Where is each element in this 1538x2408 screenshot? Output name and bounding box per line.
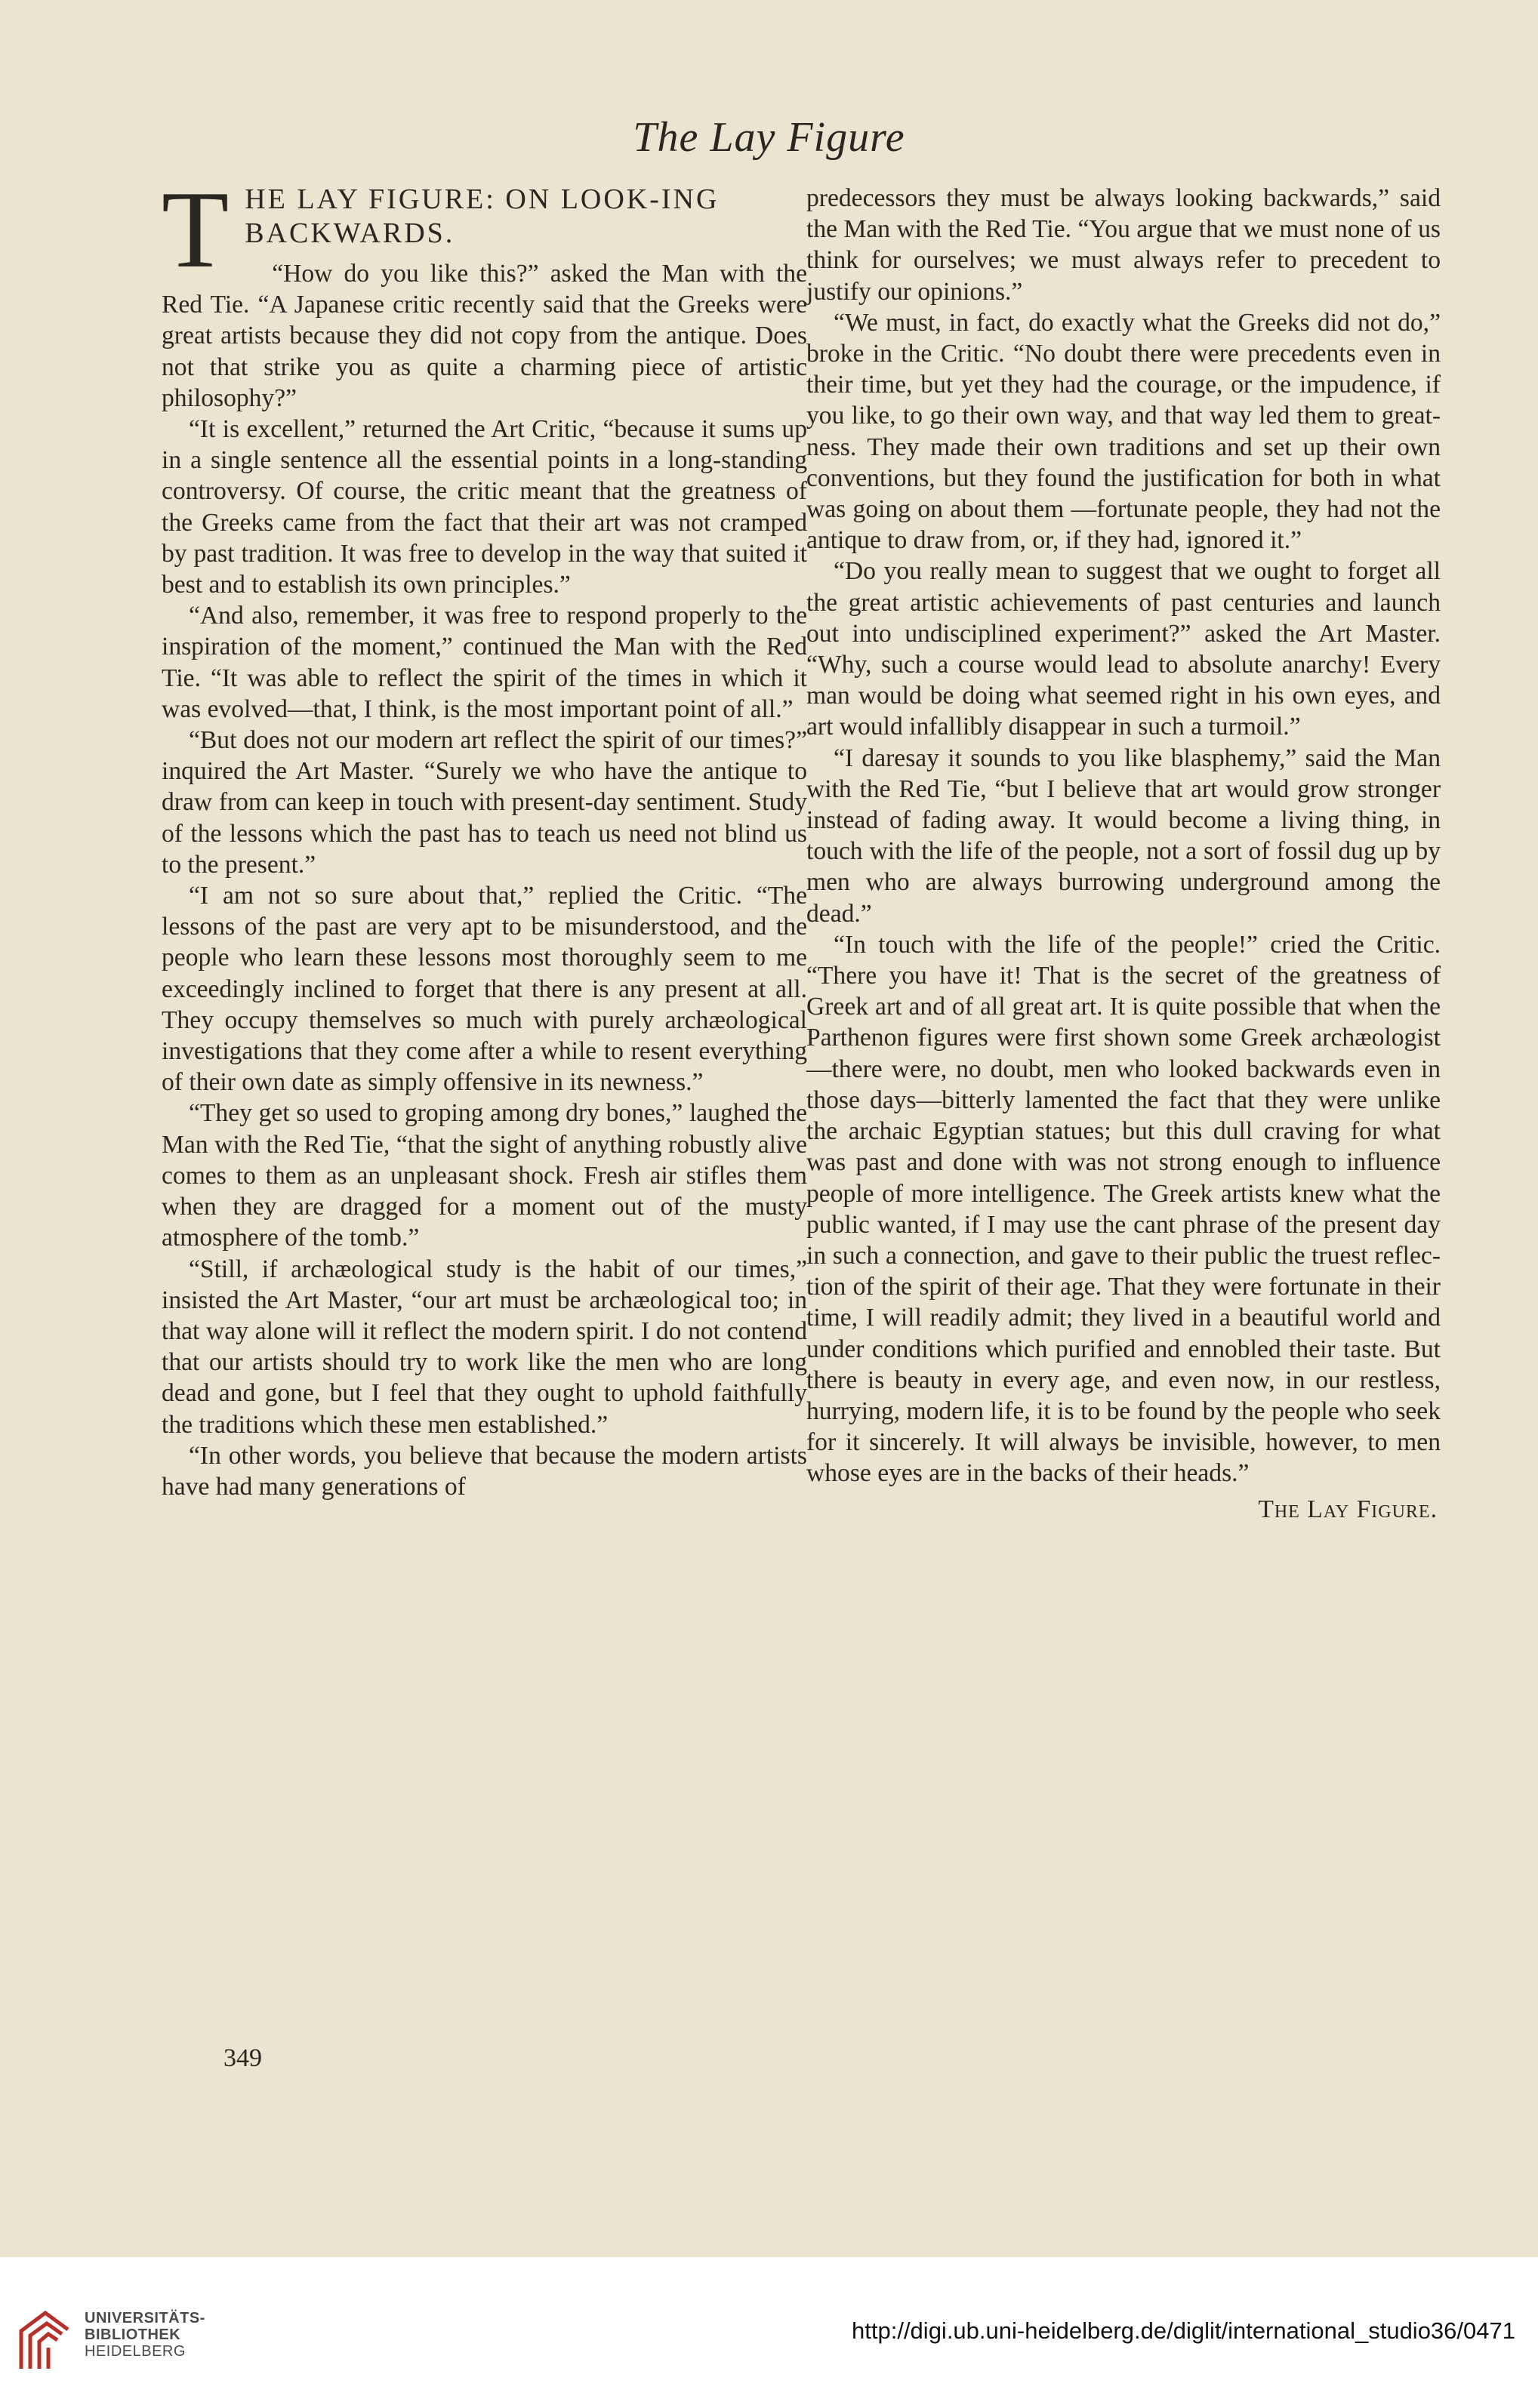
paragraph: “We must, in fact, do exactly what the Greeks did not do,” broke in the Critic. “No doubt there were precedents even in their time, but yet they had the courage, or the impudence, if you like, to go their own way, and that way led them to greatness. They made their own traditions and set up their own conventions, but they found the justification for both in what was going on about them —fortunate people, they had not the antique to draw from, or, if they had, ignored it.” (806, 308, 1441, 555)
left-column (162, 168, 807, 1502)
paragraph: “In other words, you believe that because the modern artists have had many generations of (162, 1441, 807, 1501)
right-column (806, 183, 1441, 1525)
paragraph: “In touch with the life of the people!” cried the Critic. “There you have it! That is the secret of the greatness of Greek art and of all great art. It is quite possible that when the Parthenon figures were first shown some Greek archæologist—there were, no doubt, men who looked backwards even in those days—bitterly lamented the fact that they were unlike the archaic Egyptian statues; but this dull craving for what was past and done with was not strong enough to influence people of more intelligence. The Greek artists knew what the public wanted, if I may use the cant phrase of the present day in such a connection, and gave to their public the truest reflection of the spirit of their age. That they were fortunate in their time, I will readily admit; they lived in a beautiful world and under conditions which purified and ennobled their taste. But there is beauty in every age, and even now, in our restless, hurrying, modern life, it is to be found by the people who seek for it sincerely. It will always be invisible, however, to men whose eyes are in the backs of their heads.” (806, 930, 1441, 1488)
library-name-line: UNIVERSITÄTS- (85, 2310, 205, 2326)
library-name-line: HEIDELBERG (85, 2343, 186, 2360)
paragraph: “But does not our modern art reflect the spirit of our times?” inquired the Art Master. “Surely we who have the antique to draw from can keep in touch with present-day sentiment. Study of the lessons which the past has to teach us need not blind us to the present.” (162, 726, 807, 879)
library-name-line: BIBLIOTHEK (85, 2326, 181, 2343)
paragraph: “Do you really mean to suggest that we ought to forget all the great artistic achievements of past centuries and launch out into undisciplined experiment?” asked the Art Master. “Why, such a course would lead to absolute anarchy! Every man would be doing what seemed right in his own eyes, and art would infallibly disappear in such a turmoil.” (806, 557, 1441, 741)
paragraph: “How do you like this?” asked the Man with the Red Tie. “A Japanese critic recently said that the Greeks were great artists because they did not copy from the antique. Does not that strike you as quite a charming piece of artistic philosophy?” (162, 260, 807, 412)
source-url-link[interactable]: http://digi.ub.uni-heidelberg.de/diglit/international_studio36/0471 (852, 2317, 1515, 2344)
paragraph: “And also, remember, it was free to respond properly to the inspiration of the moment,” continued the Man with the Red Tie. “It was able to reflect the spirit of the times in which it was evolved—that, I think, is the most important point of all.” (162, 602, 807, 723)
paragraph: predecessors they must be always looking backwards,” said the Man with the Red Tie. “You argue that we must none of us think for ourselves; we must always refer to precedent to justify our opinions.” (806, 184, 1441, 306)
paragraph: “I daresay it sounds to you like blasphemy,” said the Man with the Red Tie, “but I believe that art would grow stronger instead of fading away. It would become a living thing, in touch with the life of the people, not a sort of fossil dug up by men who are always burrowing underground among the dead.” (806, 744, 1441, 928)
article-headline (162, 168, 807, 291)
library-logo-icon (15, 2308, 74, 2373)
running-title: The Lay Figure (633, 114, 905, 161)
signature: The Lay Figure. (1258, 1495, 1438, 1523)
paragraph: “Still, if archæological study is the habit of our times,” insisted the Art Master, “our art must be archæological too; in that way alone will it reflect the modern spirit. I do not contend that our artists should try to work like the men who are long dead and gone, but I feel that they ought to uphold faithfully the traditions which these men established.” (162, 1255, 807, 1439)
paragraph: “I am not so sure about that,” replied the Critic. “The lessons of the past are very apt to be misunderstood, and the people who learn these lessons most thoroughly seem to me exceedingly inclined to forget that there is any present at all. They occupy themselves so much with purely archæological investigations that they come after a while to resent everything of their own date as simply offensive in its newness.” (162, 882, 807, 1097)
drop-cap: T (162, 168, 232, 291)
headline-text: HE LAY FIGURE: ON LOOK-ING BACKWARDS. (245, 183, 720, 249)
library-name (85, 2310, 205, 2360)
page-number: 349 (223, 2044, 262, 2072)
paragraph: “They get so used to groping among dry bones,” laughed the Man with the Red Tie, “that the sight of anything robustly alive comes to them as an unpleasant shock. Fresh air stifles them when they are dragged for a moment out of the musty atmosphere of the tomb.” (162, 1099, 807, 1252)
paragraph: “It is excellent,” returned the Art Critic, “because it sums up in a single sentence all the essential points in a long-standing controversy. Of course, the critic meant that the greatness of the Greeks came from the fact that their art was not cramped by past tradition. It was free to develop in the way that suited it best and to establish its own principles.” (162, 415, 807, 599)
